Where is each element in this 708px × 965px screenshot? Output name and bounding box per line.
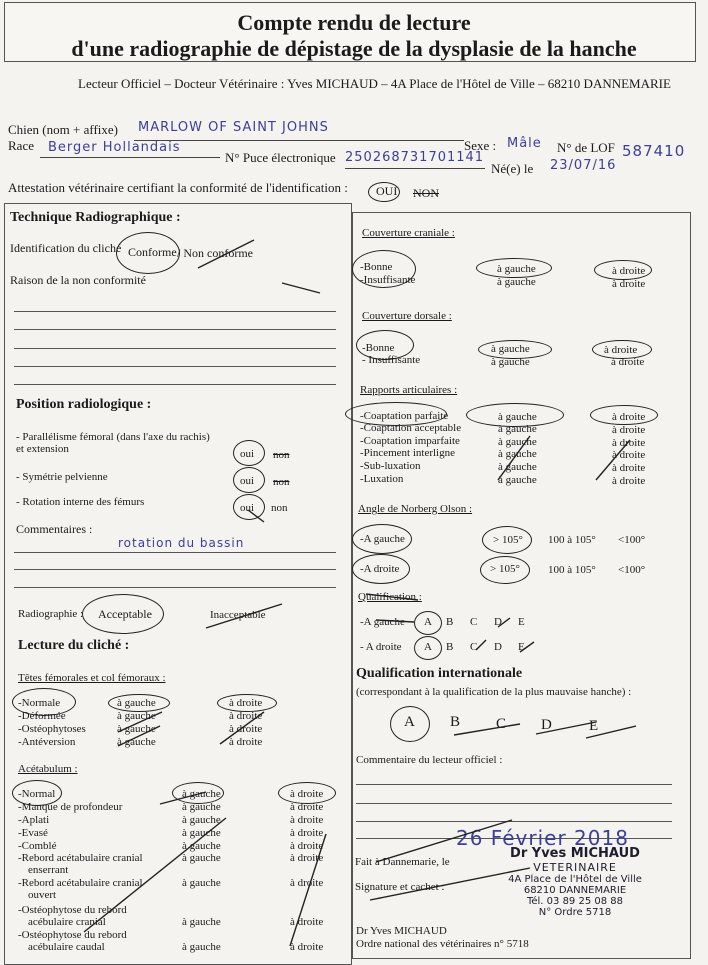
lof-value: 587410 [622,142,686,160]
acet-item: enserrant [28,864,69,876]
couv-dors-title: Couverture dorsale : [362,310,452,322]
tetes-gauche: à gauche [117,697,156,709]
acet-item: -Rebord acétabulaire cranial [18,877,143,889]
norberg-gt105: > 105° [493,534,523,546]
ra-droite: à droite [612,462,646,474]
acet-item: acébulaire cranial [28,916,106,928]
ra-gauche: à gauche [498,461,537,473]
qi-grade-c: C [496,716,507,732]
qi-grade-e: E [589,718,599,734]
attest-label: Attestation vétérinaire certifiant la conformité de l'identification : [8,180,348,195]
stamp-line: 68210 DANNEMARIE [523,885,627,896]
acet-gauche: à gauche [182,877,221,889]
acet-droite: à droite [290,840,324,852]
inacceptable: Inacceptable [210,609,266,621]
dog-value: MARLOW OF SAINT JOHNS [138,120,329,135]
raison-label: Raison de la non conformité [10,273,146,287]
acet-gauche: à gauche [182,788,221,800]
fait-label: Fait à Dannemarie, le [355,856,450,868]
ra-droite: à droite [612,449,646,461]
norberg-gauche: -A gauche [360,533,405,545]
oui-3: oui [240,502,255,514]
dog-label: Chien (nom + affixe) [8,122,118,137]
ra-gauche: à gauche [498,448,537,460]
acet-gauche: à gauche [182,827,221,839]
insuffisante-2: - Insuffisante [362,354,421,366]
grade-d-d: D [494,641,502,653]
commentaires-label: Commentaires : [16,522,93,536]
grade-g-e: E [518,616,525,628]
bonne-2: -Bonne [362,342,395,354]
ra-gauche: à gauche [498,436,537,448]
acet-droite: à droite [290,941,324,953]
acet-item: -Comblé [18,840,57,852]
grade-d-a: A [424,641,432,653]
born-label: Né(e) le [491,161,534,176]
acet-item: acébulaire caudal [28,941,105,953]
rapports-item: -Sub-luxation [360,460,421,472]
acet-droite: à droite [290,827,324,839]
tetes-droite: à droite [229,697,263,709]
oui-2: oui [240,475,255,487]
acet-title: Acétabulum : [18,763,78,775]
acet-item: -Normal [18,788,56,800]
norberg-range: 100 à 105° [548,534,596,546]
conforme: Conforme [128,245,177,259]
cd-gauche: à gauche [491,356,530,368]
acet-droite: à droite [290,788,324,800]
paral-label-1: - Parallélisme fémoral (dans l'axe du rachis) [16,431,210,443]
non-1: non [273,449,290,461]
rapports-item: -Coaptation imparfaite [360,435,460,447]
acet-gauche: à gauche [182,852,221,864]
tetes-item: -Ostéophytoses [18,723,86,735]
qi-grade-a: A [404,714,415,730]
cc-droite: à droite [612,278,646,290]
stamp-line: 4A Place de l'Hôtel de Ville [508,874,642,885]
tech-title: Technique Radiographique : [10,210,181,225]
norberg-lt100: <100° [618,534,646,546]
tetes-item: -Déformée [18,710,66,722]
rotation-label: - Rotation interne des fémurs [16,496,145,508]
norberg-title: Angle de Norberg Olson : [358,503,473,515]
cc-gauche: à gauche [497,276,536,288]
tetes-title: Têtes fémorales et col fémoraux : [18,672,166,684]
ra-gauche: à gauche [498,423,537,435]
acet-item: -Evasé [18,827,48,839]
qi-grade-d: D [541,717,552,733]
acet-droite: à droite [290,801,324,813]
chip-value: 250268731701141 [345,150,485,165]
ra-droite: à droite [612,424,646,436]
stamp-line: Dr Yves MICHAUD [510,846,640,861]
rapports-item: -Coaptation acceptable [360,422,462,434]
footer-name: Dr Yves MICHAUD [356,925,447,937]
acet-droite: à droite [290,814,324,826]
sex-label: Sexe : [464,138,497,153]
ra-droite: à droite [612,437,646,449]
grade-g-a: A [424,616,432,628]
tetes-droite: à droite [229,710,263,722]
cd-droite: à droite [611,356,645,368]
norberg-range-2: 100 à 105° [548,564,596,576]
acet-item: -Ostéophytose du rebord [18,904,127,916]
rapports-item: -Coaptation parfaite [360,410,449,422]
qualif-gauche-label: -A gauche [360,616,405,628]
reader-line: Lecteur Officiel – Docteur Vétérinaire : Yves MICHAUD – 4A Place de l'Hôtel de Ville – 68210 DANNEMARIE [78,76,671,91]
norberg-lt100-2: <100° [618,564,646,576]
lof-label: N° de LOF [557,140,615,155]
race-label: Race [8,138,34,153]
title-line-2: d'une radiographie de dépistage de la dysplasie de la hanche [71,36,637,61]
lecture-title: Lecture du cliché : [18,638,130,653]
tetes-gauche: à gauche [117,710,156,722]
stamp-line: VETERINAIRE [533,861,617,874]
qi-title: Qualification internationale [356,666,523,681]
cc-droite: à droite [612,265,646,277]
stamp [490,846,660,918]
norberg-gt105-2: > 105° [490,563,520,575]
rapports-item: -Pincement interligne [360,447,455,459]
acet-item: -Ostéophytose du rebord [18,929,127,941]
couv-cran-title: Couverture craniale : [362,227,455,239]
sex-value: Mâle [507,136,542,151]
acet-gauche: à gauche [182,801,221,813]
comment-value: rotation du bassin [118,536,245,550]
acet-droite: à droite [290,916,324,928]
stamp-line: N° Ordre 5718 [538,907,612,918]
grade-g-b: B [446,616,454,628]
tetes-gauche: à gauche [117,736,156,748]
acet-gauche: à gauche [182,941,221,953]
insuffisante: -Insuffisante [360,274,416,286]
bonne: -Bonne [360,261,393,273]
stamp-line: Tél. 03 89 25 08 88 [526,896,624,907]
tetes-item: -Antéversion [18,736,76,748]
date-value: 26 Février 2018 [456,826,629,850]
acet-gauche: à gauche [182,916,221,928]
acet-item: -Manque de profondeur [18,801,123,813]
qualif-droite-label: - A droite [360,641,402,653]
grade-g-d: D [494,616,502,628]
acet-item: -Aplati [18,814,50,826]
ra-droite: à droite [612,411,646,423]
grade-d-e: E [518,641,525,653]
position-title: Position radiologique : [16,397,152,412]
race-value: Berger Hollandais [48,140,181,155]
comment-officiel: Commentaire du lecteur officiel : [356,754,503,766]
footer-order: Ordre national des vétérinaires n° 5718 [356,938,529,950]
qualif-title: Qualification : [358,591,422,603]
signature-label: Signature et cachet : [355,881,445,893]
ra-gauche: à gauche [498,474,537,486]
cd-gauche: à gauche [491,343,530,355]
attest-non: NON [413,186,439,200]
acet-item: ouvert [28,889,57,901]
acet-gauche: à gauche [182,814,221,826]
acet-gauche: à gauche [182,840,221,852]
oui-1: oui [240,448,255,460]
qi-grade-b: B [450,714,461,730]
tetes-item: -Normale [18,697,61,709]
cd-droite: à droite [604,344,638,356]
symetrie-label: - Symétrie pelvienne [16,471,108,483]
radiographie-label: Radiographie : [18,608,84,620]
non-3: non [271,502,288,514]
tetes-droite: à droite [229,736,263,748]
non-2: non [273,476,290,488]
paral-label-2: et extension [16,443,69,455]
tetes-gauche: à gauche [117,723,156,735]
grade-d-b: B [446,641,454,653]
ra-droite: à droite [612,475,646,487]
rapports-title: Rapports articulaires : [360,384,458,396]
cc-gauche: à gauche [497,263,536,275]
grade-d-c: C [470,641,478,653]
non-conforme: / Non conforme [177,246,253,260]
acet-item: -Rebord acétabulaire cranial [18,852,143,864]
title-line-1: Compte rendu de lecture [237,10,471,35]
tetes-droite: à droite [229,723,263,735]
rapports-item: -Luxation [360,473,404,485]
ra-gauche: à gauche [498,411,537,423]
ident-label: Identification du cliché [10,241,122,255]
qi-sub: (correspondant à la qualification de la plus mauvaise hanche) : [356,686,632,698]
attest-oui: OUI [376,184,398,198]
chip-label: N° Puce électronique [225,150,336,165]
born-value: 23/07/16 [550,158,617,173]
acet-droite: à droite [290,877,324,889]
acceptable: Acceptable [98,607,152,621]
norberg-droite: -A droite [360,563,400,575]
grade-g-c: C [470,616,478,628]
acet-droite: à droite [290,852,324,864]
